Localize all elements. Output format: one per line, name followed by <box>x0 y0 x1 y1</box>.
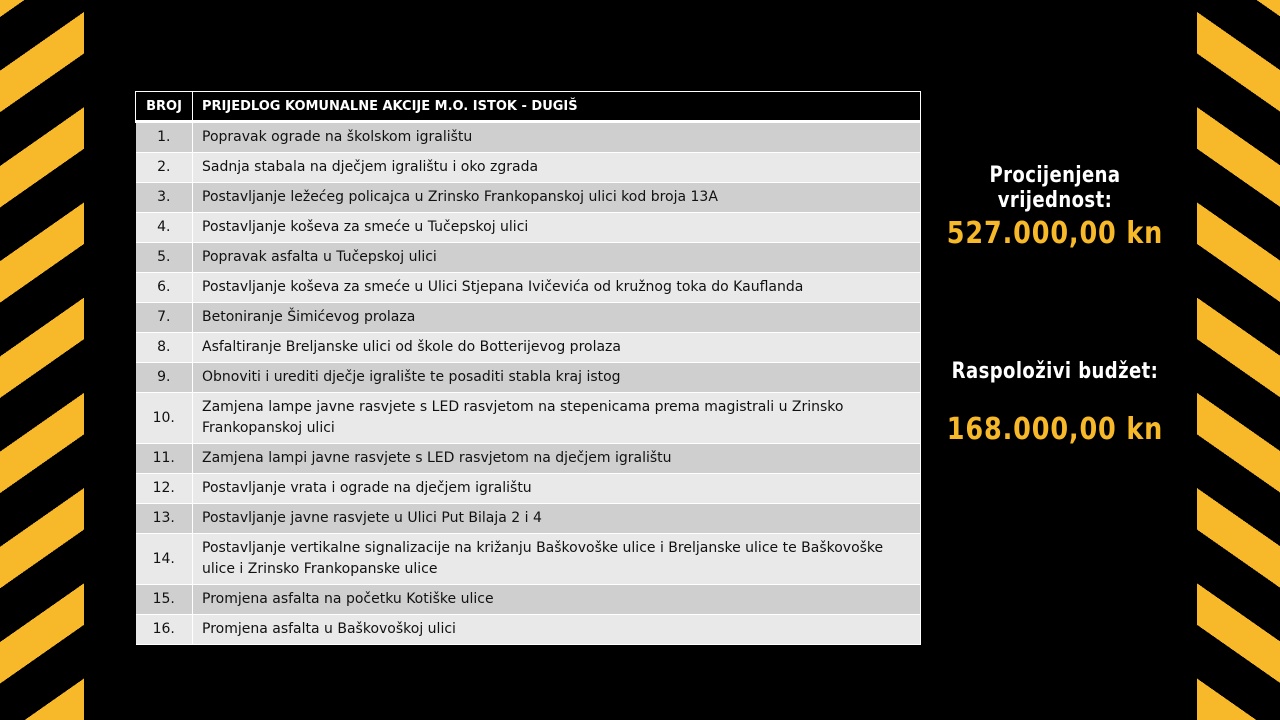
table-row <box>136 444 921 474</box>
row-number: 16. <box>136 615 193 645</box>
row-text: Postavljanje vertikalne signalizacije na križanju Baškovoške ulice i Breljanske ulice te Baškovoške ulice i Zrinsko Frankopanske ulice <box>193 534 921 585</box>
row-text: Obnoviti i urediti dječje igralište te posaditi stabla kraj istog <box>193 363 921 393</box>
row-text: Popravak ograde na školskom igralištu <box>193 122 921 153</box>
row-number: 1. <box>136 122 193 153</box>
table-header <box>136 92 921 122</box>
row-text: Postavljanje koševa za smeće u Ulici Stjepana Ivičevića od kružnog toka do Kauflanda <box>193 273 921 303</box>
row-text: Postavljanje vrata i ograde na dječjem igralištu <box>193 474 921 504</box>
row-text: Zamjena lampi javne rasvjete s LED rasvjetom na dječjem igralištu <box>193 444 921 474</box>
table-row <box>136 534 921 585</box>
row-number: 11. <box>136 444 193 474</box>
budget-value: 168.000,00 kn <box>946 412 1164 447</box>
row-text: Popravak asfalta u Tučepskoj ulici <box>193 243 921 273</box>
table-row <box>136 585 921 615</box>
table-row <box>136 273 921 303</box>
row-number: 7. <box>136 303 193 333</box>
row-number: 9. <box>136 363 193 393</box>
row-number: 15. <box>136 585 193 615</box>
row-text: Betoniranje Šimićevog prolaza <box>193 303 921 333</box>
hazard-stripes-left <box>0 0 84 720</box>
row-number: 14. <box>136 534 193 585</box>
row-text: Promjena asfalta u Baškovoškoj ulici <box>193 615 921 645</box>
row-number: 3. <box>136 183 193 213</box>
table-row <box>136 153 921 183</box>
table-row <box>136 122 921 153</box>
hazard-stripes-right <box>1197 0 1280 720</box>
row-number: 2. <box>136 153 193 183</box>
header-num: BROJ <box>136 92 193 122</box>
table-row <box>136 183 921 213</box>
row-text: Promjena asfalta na početku Kotiške ulice <box>193 585 921 615</box>
row-text: Zamjena lampe javne rasvjete s LED rasvjetom na stepenicama prema magistrali u Zrinsko Frankopanskoj ulici <box>193 393 921 444</box>
table-row <box>136 393 921 444</box>
row-text: Sadnja stabala na dječjem igralištu i oko zgrada <box>193 153 921 183</box>
row-text: Postavljanje ležećeg policajca u Zrinsko Frankopanskoj ulici kod broja 13A <box>193 183 921 213</box>
table-row <box>136 504 921 534</box>
row-number: 10. <box>136 393 193 444</box>
row-number: 13. <box>136 504 193 534</box>
table-row <box>136 213 921 243</box>
row-number: 5. <box>136 243 193 273</box>
table-row <box>136 474 921 504</box>
table-row <box>136 615 921 645</box>
row-number: 4. <box>136 213 193 243</box>
row-text: Postavljanje javne rasvjete u Ulici Put Bilaja 2 i 4 <box>193 504 921 534</box>
table-row <box>136 303 921 333</box>
budget-label: Raspoloživi budžet: <box>951 359 1159 384</box>
table-row <box>136 243 921 273</box>
row-number: 6. <box>136 273 193 303</box>
row-number: 8. <box>136 333 193 363</box>
row-text: Asfaltiranje Breljanske ulici od škole do Botterijevog prolaza <box>193 333 921 363</box>
header-title: PRIJEDLOG KOMUNALNE AKCIJE M.O. ISTOK - DUGIŠ <box>193 92 921 122</box>
row-number: 12. <box>136 474 193 504</box>
row-text: Postavljanje koševa za smeće u Tučepskoj ulici <box>193 213 921 243</box>
table-row <box>136 363 921 393</box>
proposals-table <box>135 91 921 645</box>
estimate-value: 527.000,00 kn <box>946 216 1164 251</box>
table-row <box>136 333 921 363</box>
estimate-label: Procijenjena vrijednost: <box>989 163 1121 213</box>
